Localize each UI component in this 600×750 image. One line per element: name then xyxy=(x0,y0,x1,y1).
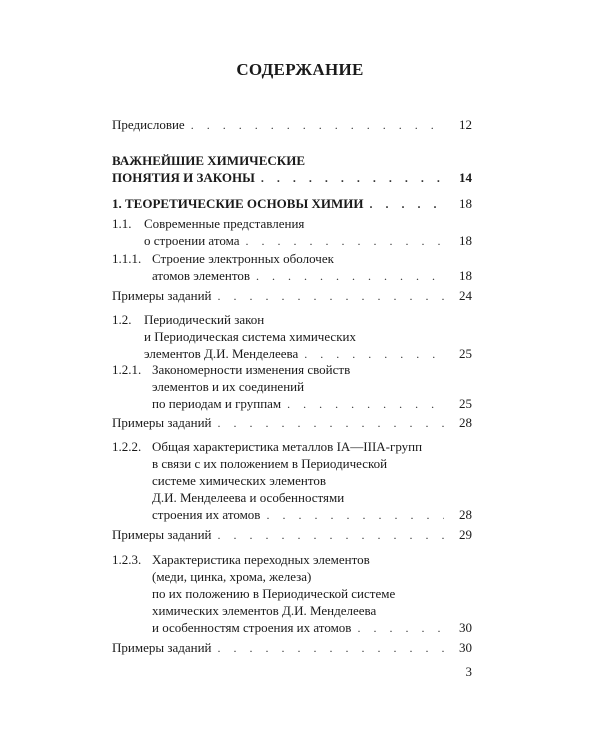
entry-label-line3: системе химических элементов xyxy=(152,473,326,488)
toc-entry-preface[interactable] xyxy=(112,116,472,133)
page-number: 28 xyxy=(459,507,472,522)
page-number: 18 xyxy=(459,196,472,211)
toc-entry-chapter-1[interactable] xyxy=(112,195,472,212)
leader-dots xyxy=(261,170,444,187)
entry-label-line2: и Периодическая система химических xyxy=(144,329,356,344)
toc-entry-examples-4[interactable] xyxy=(112,639,472,656)
toc-entry-examples-3[interactable] xyxy=(112,526,472,543)
entry-label: Предисловие xyxy=(112,117,185,132)
entry-label-line3: по периодам и группам xyxy=(152,396,282,411)
entry-label-line2: в связи с их положением в Периодической xyxy=(152,456,388,471)
page-number: 25 xyxy=(459,346,472,361)
entry-label-line2: атомов элементов xyxy=(152,268,251,283)
page-title: СОДЕРЖАНИЕ xyxy=(236,60,364,79)
toc-entry-1-2-3[interactable] xyxy=(112,551,472,636)
toc-entry-examples-1[interactable] xyxy=(112,287,472,304)
entry-label-line1: Общая характеристика металлов IА—IIIА-групп xyxy=(152,439,423,454)
entry-label: Примеры заданий xyxy=(112,527,212,542)
page-number: 12 xyxy=(459,117,472,132)
entry-label: Примеры заданий xyxy=(112,288,212,303)
entry-label: Примеры заданий xyxy=(112,415,212,430)
section-number: 1.1.1. xyxy=(112,251,142,266)
entry-label-line3: элементов Д.И. Менделеева xyxy=(144,346,299,361)
toc-entry-1-2[interactable] xyxy=(112,311,472,362)
entry-label-line2: о строении атома xyxy=(144,233,240,248)
entry-label-line4: химических элементов Д.И. Менделеева xyxy=(152,603,377,618)
entry-label: 1. ТЕОРЕТИЧЕСКИЕ ОСНОВЫ ХИМИИ xyxy=(112,196,364,211)
toc-entry-1-2-2[interactable] xyxy=(112,438,472,523)
entry-label-line1: Закономерности изменения свойств xyxy=(152,362,351,377)
leader-dots xyxy=(266,507,444,524)
toc-entry-important[interactable] xyxy=(112,152,472,186)
leader-dots xyxy=(246,233,444,250)
leader-dots xyxy=(369,196,444,213)
page-number: 18 xyxy=(459,233,472,248)
entry-label-line3: по их положению в Периодической системе xyxy=(152,586,396,601)
entry-label-line2: элементов и их соединений xyxy=(152,379,305,394)
entry-label-line1: Строение электронных оболочек xyxy=(152,251,334,266)
page-number: 30 xyxy=(459,620,472,635)
page-number: 14 xyxy=(459,170,472,185)
section-number: 1.2. xyxy=(112,312,132,327)
leader-dots xyxy=(287,396,444,413)
page-number: 18 xyxy=(459,268,472,283)
leader-dots xyxy=(218,527,445,544)
entry-label-line1: Характеристика переходных элементов xyxy=(152,552,370,567)
page-number: 28 xyxy=(459,415,472,430)
leader-dots xyxy=(218,288,445,305)
page-number: 29 xyxy=(459,527,472,542)
toc-entry-1-2-1[interactable] xyxy=(112,361,472,412)
section-number: 1.2.2. xyxy=(112,439,142,454)
section-number: 1.2.1. xyxy=(112,362,142,377)
leader-dots xyxy=(256,268,444,285)
leader-dots xyxy=(218,640,445,657)
entry-label-line1: Современные представления xyxy=(144,216,305,231)
footer-page-number: 3 xyxy=(465,664,472,679)
entry-label: Примеры заданий xyxy=(112,640,212,655)
section-number: 1.2.3. xyxy=(112,552,142,567)
leader-dots xyxy=(218,415,445,432)
toc-entry-1-1[interactable] xyxy=(112,215,472,249)
entry-label-line5: строения их атомов xyxy=(152,507,261,522)
entry-label-line2: ПОНЯТИЯ И ЗАКОНЫ xyxy=(112,170,255,185)
toc-entry-1-1-1[interactable] xyxy=(112,250,472,284)
toc-entry-examples-2[interactable] xyxy=(112,414,472,431)
entry-label-line1: Периодический закон xyxy=(144,312,265,327)
entry-label-line1: ВАЖНЕЙШИЕ ХИМИЧЕСКИЕ xyxy=(112,153,305,168)
page-number: 24 xyxy=(459,288,472,303)
entry-label-line5: и особенностям строения их атомов xyxy=(152,620,352,635)
section-number: 1.1. xyxy=(112,216,132,231)
page-number: 30 xyxy=(459,640,472,655)
entry-label-line2: (меди, цинка, хрома, железа) xyxy=(152,569,312,584)
leader-dots xyxy=(357,620,444,637)
page-number: 25 xyxy=(459,396,472,411)
entry-label-line4: Д.И. Менделеева и особенностями xyxy=(152,490,345,505)
leader-dots xyxy=(191,117,444,134)
